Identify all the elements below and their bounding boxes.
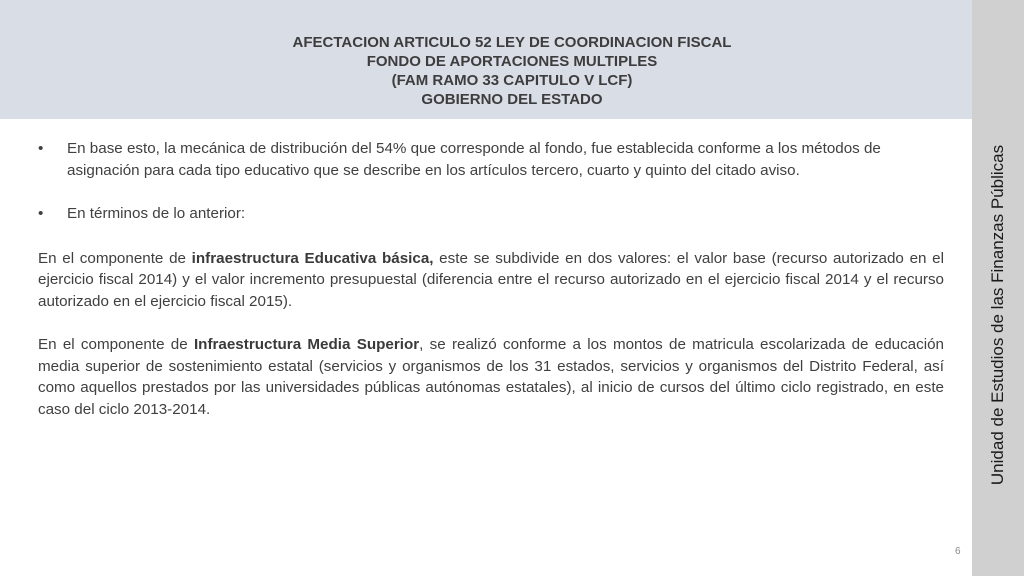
bullet-item (38, 138, 944, 181)
paragraph-text: En el componente de (38, 249, 192, 267)
paragraph-upper-secondary-infrastructure (38, 334, 944, 420)
bullet-icon: • (38, 205, 44, 222)
sidebar-label: Unidad de Estudios de las Finanzas Públicas (988, 144, 1007, 486)
title-line-3: (FAM RAMO 33 CAPITULO V LCF) (391, 72, 633, 89)
paragraph-text: En el componente de (38, 336, 194, 353)
sidebar (972, 0, 1024, 576)
paragraph-basic-infrastructure (38, 248, 944, 313)
title-line-2: FONDO DE APORTACIONES MULTIPLES (366, 53, 658, 70)
page-number: 6 (955, 546, 961, 557)
title-line-4: GOBIERNO DEL ESTADO (421, 91, 603, 108)
paragraph-text: , se realizó conforme a los montos de matricula escolarizada de educación media superior de sostenimiento estatal (servicios y organismos de los 31 estados, servicios y organismos del Distrito Federal, así como aquellos prestados por las universidades públicas autónomas estatales), al inicio de cursos del último ciclo registrado, en este caso del ciclo 2013-2014. (38, 336, 944, 418)
paragraph-emphasis: Infraestructura Media Superior (193, 336, 420, 353)
paragraph-emphasis: infraestructura Educativa básica, (191, 249, 434, 267)
page-title (0, 33, 1024, 109)
bullet-item (38, 203, 944, 225)
slide-body (38, 138, 944, 420)
paragraph-text: este se subdivide en dos valores: el valor base (recurso autorizado en el ejercicio fiscal 2014) y el valor incremento presupuestal (diferencia entre el recurso autorizado en el ejercicio fiscal 2014 y el recurso autorizado en el ejercicio fiscal 2015). (38, 249, 944, 310)
title-line-1: AFECTACION ARTICULO 52 LEY DE COORDINACION FISCAL (292, 34, 732, 51)
bullet-text: En base esto, la mecánica de distribución del 54% que corresponde al fondo, fue establecida conforme a los métodos de asignación para cada tipo educativo que se describe en los artículos tercero, cuarto y quinto del citado aviso. (67, 140, 881, 179)
bullet-icon: • (38, 140, 44, 157)
bullet-text: En términos de lo anterior: (67, 205, 246, 222)
